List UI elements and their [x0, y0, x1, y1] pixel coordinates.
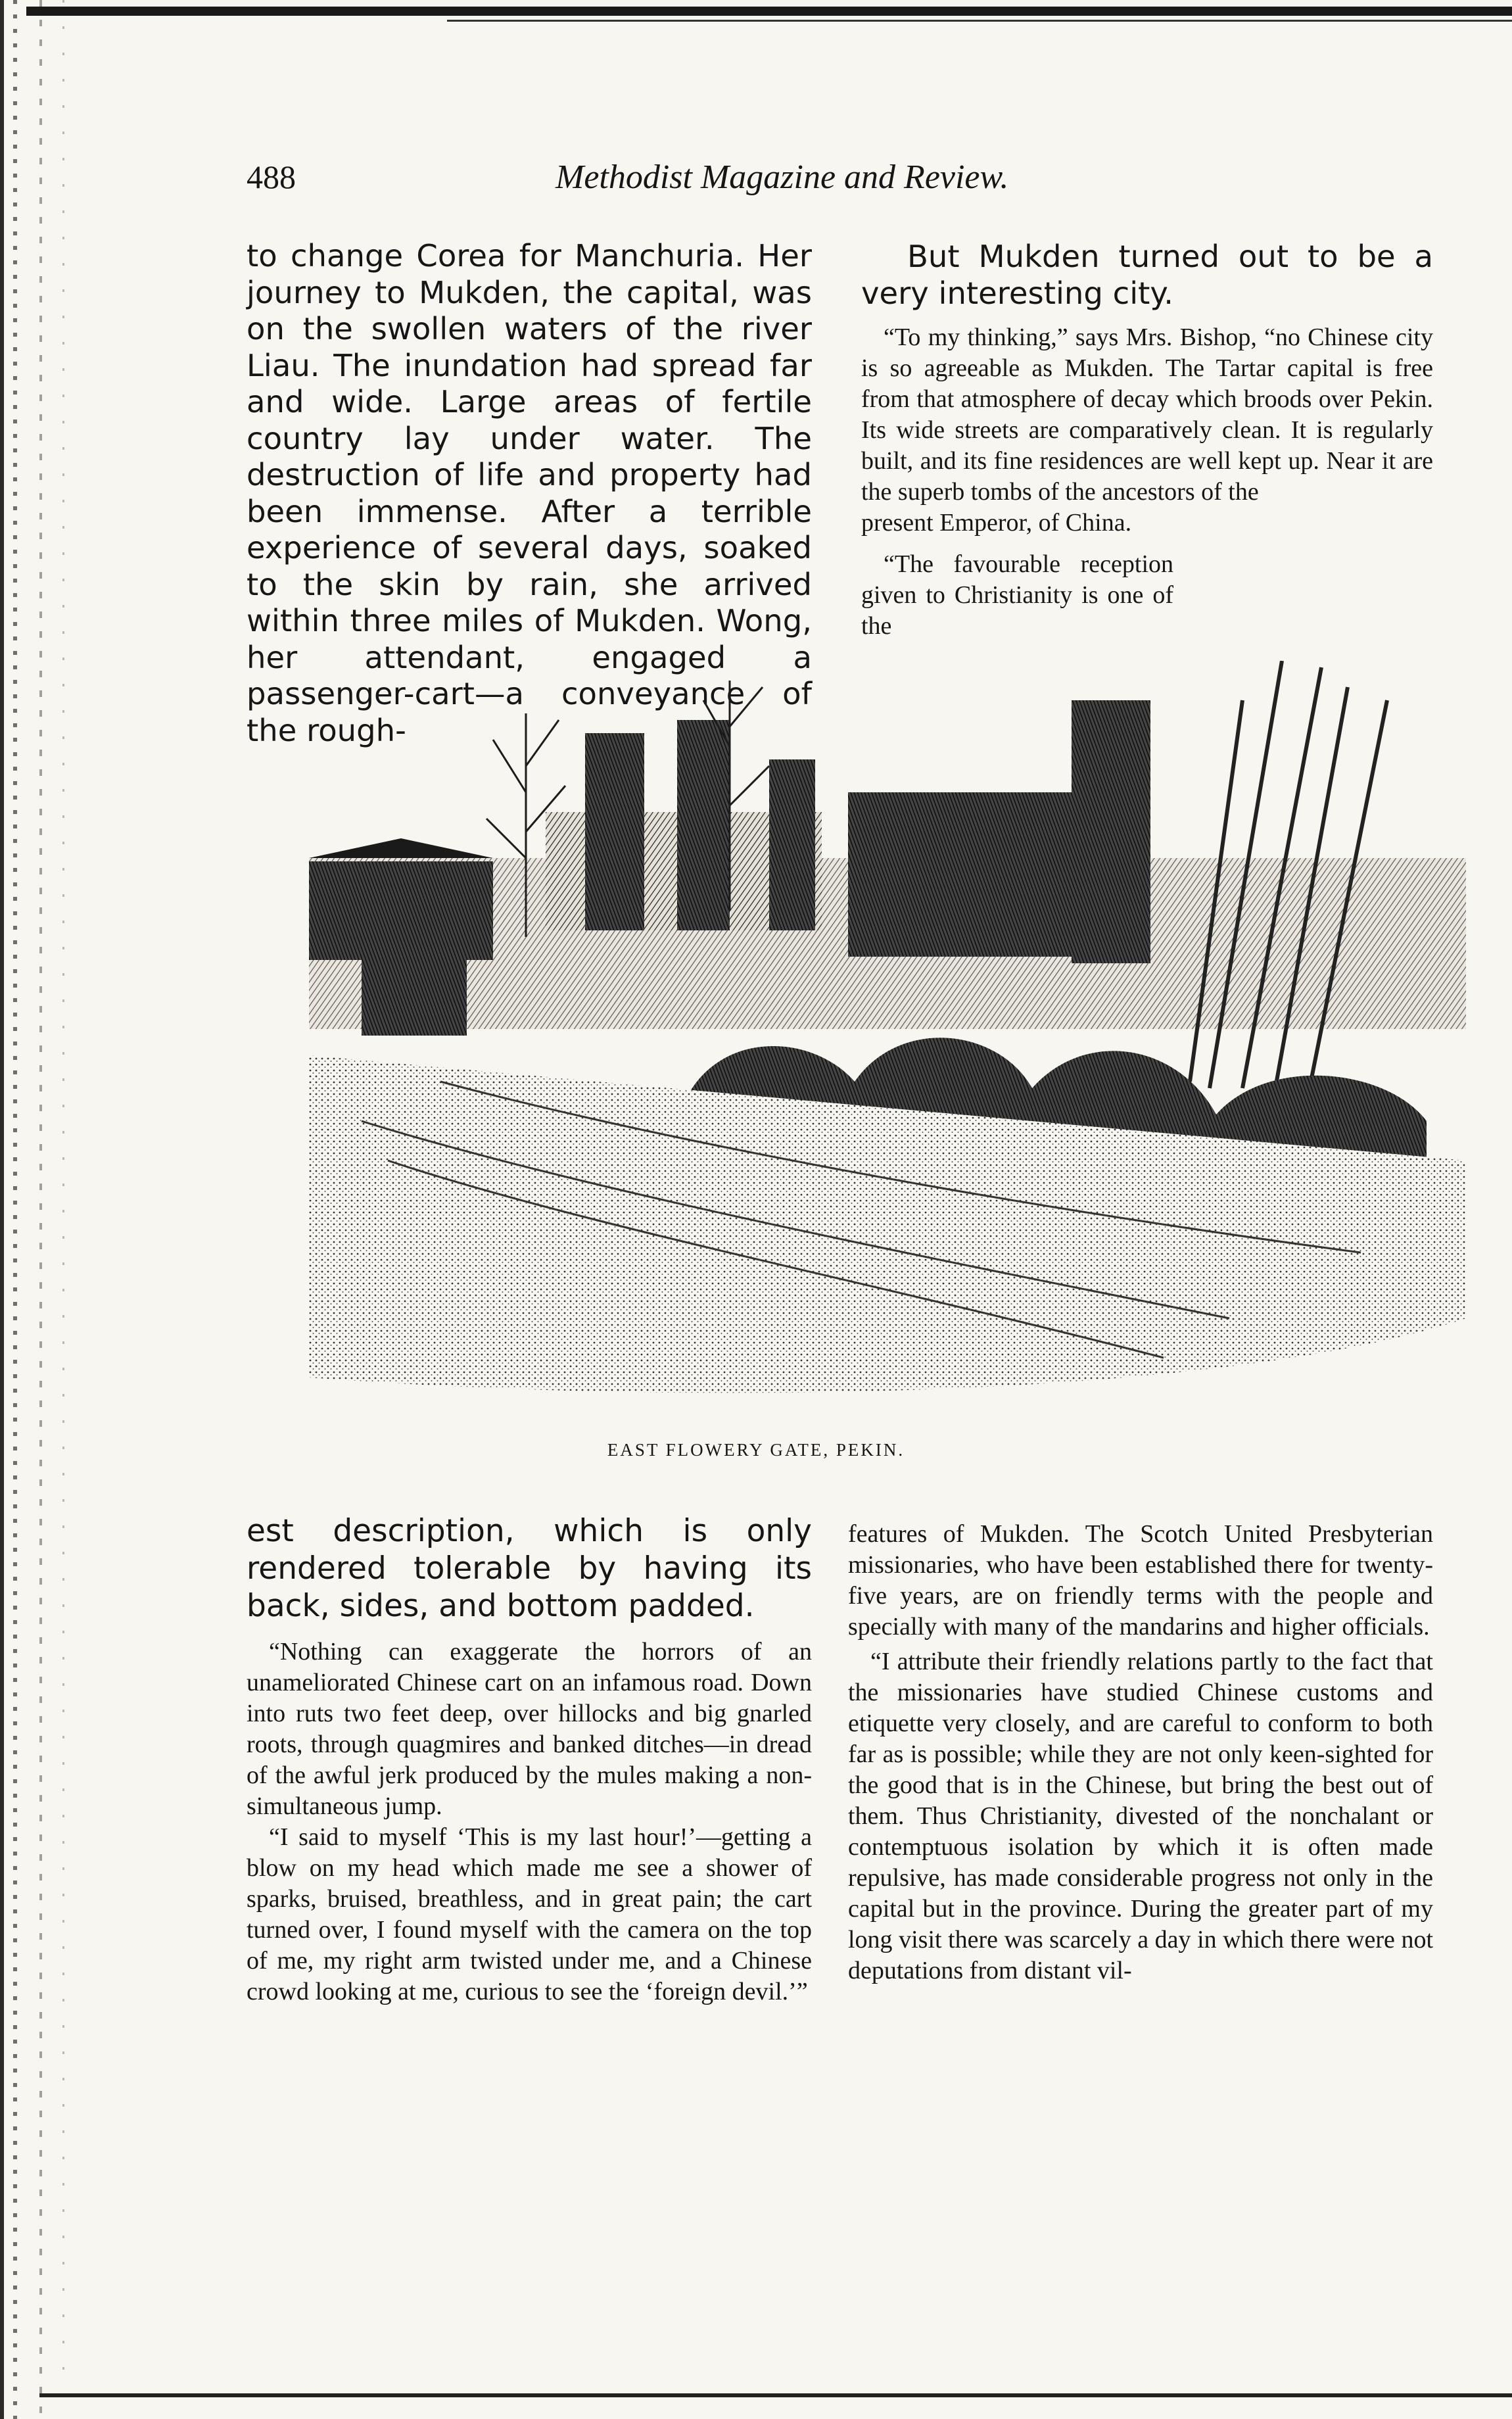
body-paragraph: features of Mukden. The Scotch United Presbyterian missionaries, who have been established there for twenty-five years, are on friendly terms with the people and specially with many of the mandarins and higher officials. — [848, 1520, 1433, 1641]
bottom-border-rule — [39, 2393, 1512, 2397]
right-column-bottom — [848, 1519, 1433, 1986]
right-column-top — [861, 238, 1433, 642]
engraving-illustration — [309, 661, 1466, 1407]
running-title: Methodist Magazine and Review. — [555, 158, 1009, 196]
book-binding-edge — [0, 0, 79, 2419]
building-silhouette — [309, 700, 1466, 1029]
page-header — [247, 158, 1121, 204]
page-number: 488 — [247, 158, 296, 195]
quote-paragraph: “I attribute their friendly relations partly to the fact that the missionaries have studied Chinese customs and etiquette very closely, and are careful to conform to both far as is possible; while they are not only keen-sighted for the good that is in the Chinese, but bring the best out of them. Thus Christianity, divested of the nonchalant or contemptuous isolation by which it is often made repulsive, has made considerable progress not only in the capital but in the province. During the greater part of my long visit there was scarcely a day in which there were not deputations from distant vil- — [848, 1648, 1433, 1984]
quote-paragraph: “Nothing can exaggerate the horrors of an unameliorated Chinese cart on an infamous road. Down into ruts two feet deep, over hillocks and big gnarled roots, through quagmires and banked ditches—in dread of the awful jerk produced by the mules making a non-simultaneous jump. — [247, 1638, 812, 1820]
illustration-caption: EAST FLOWERY GATE, PEKIN. — [607, 1440, 905, 1460]
top-thin-rule — [447, 20, 1512, 22]
body-paragraph: to change Corea for Manchuria. Her journey to Mukden, the capital, was on the swollen waters of the river Liau. The inundation had spread far and wide. Large areas of fertile country lay under water. The destruction of life and property had been immense. After a terrible experience of several days, soaked to the skin by rain, she arrived within three miles of Mukden. Wong, her attendant, engaged a passenger-cart—a conveyance of the rough- — [247, 238, 812, 748]
body-paragraph: est description, which is only rendered tolerable by having its back, sides, and bottom padded. — [247, 1513, 812, 1624]
body-paragraph: But Mukden turned out to be a very interesting city. — [861, 239, 1433, 311]
quote-paragraph-continued: present Emperor, of China. — [861, 509, 1132, 537]
top-border-rule — [26, 7, 1512, 16]
quote-paragraph: “To my thinking,” says Mrs. Bishop, “no Chinese city is so agreeable as Mukden. The Tartar capital is free from that atmosphere of decay which broods over Pekin. Its wide streets are comparatively clean. It is regularly built, and its fine residences are well kept up. Near it are the superb tombs of the ancestors of the — [861, 323, 1433, 506]
left-column-bottom — [247, 1512, 812, 2007]
quote-paragraph: “I said to myself ‘This is my last hour!’—getting a blow on my head which made me see a shower of sparks, bruised, breathless, and in great pain; the cart turned over, I found myself with the camera on the top of me, my right arm twisted under me, and a Chinese crowd looking at me, curious to see the ‘foreign devil.’” — [247, 1823, 812, 2005]
quote-paragraph: “The favourable reception given to Christianity is one of the — [861, 550, 1173, 640]
